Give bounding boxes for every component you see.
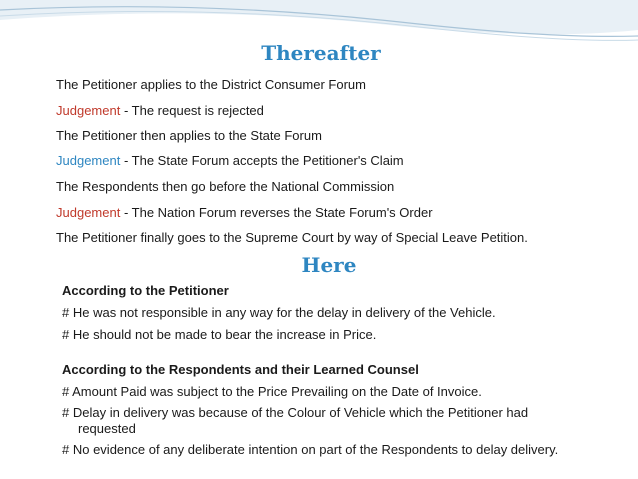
heading-here: Here <box>301 253 357 277</box>
separator: - <box>120 153 132 168</box>
petitioner-point: # He should not be made to bear the increase in Price. <box>62 327 377 342</box>
timeline-line <box>56 77 366 93</box>
timeline-text: The Petitioner applies to the District Consumer Forum <box>56 77 366 92</box>
judgement-label: Judgement <box>56 103 121 118</box>
timeline-line <box>56 179 394 195</box>
petitioner-point: # He was not responsible in any way for the delay in delivery of the Vehicle. <box>62 305 496 320</box>
timeline-text: The Respondents then go before the National Commission <box>56 179 395 194</box>
judgement-label: Judgement <box>56 153 121 168</box>
timeline-text: The Petitioner finally goes to the Supreme Court by way of Special Leave Petition. <box>56 230 528 245</box>
timeline-line <box>56 205 433 221</box>
timeline-text: The Nation Forum reverses the State Forum's Order <box>131 205 433 220</box>
respondents-point: # Delay in delivery was because of the Colour of Vehicle which the Petitioner had <box>62 405 529 420</box>
timeline-text: The Petitioner then applies to the State Forum <box>56 128 322 143</box>
timeline-line <box>56 153 404 169</box>
timeline-line <box>56 230 528 246</box>
respondents-point: # No evidence of any deliberate intention on part of the Respondents to delay delivery. <box>62 442 559 457</box>
separator: - <box>120 103 132 118</box>
separator: - <box>120 205 132 220</box>
heading-thereafter: Thereafter <box>261 41 381 65</box>
timeline-line <box>56 128 322 144</box>
timeline-line <box>56 103 264 119</box>
timeline-text: The request is rejected <box>131 103 264 118</box>
respondents-point-continuation: requested <box>78 421 136 436</box>
judgement-label: Judgement <box>56 205 121 220</box>
respondents-point: # Amount Paid was subject to the Price Prevailing on the Date of Invoice. <box>62 384 482 399</box>
respondents-title: According to the Respondents and their Learned Counsel <box>62 362 419 377</box>
timeline-text: The State Forum accepts the Petitioner's Claim <box>131 153 404 168</box>
petitioner-title: According to the Petitioner <box>62 283 229 298</box>
